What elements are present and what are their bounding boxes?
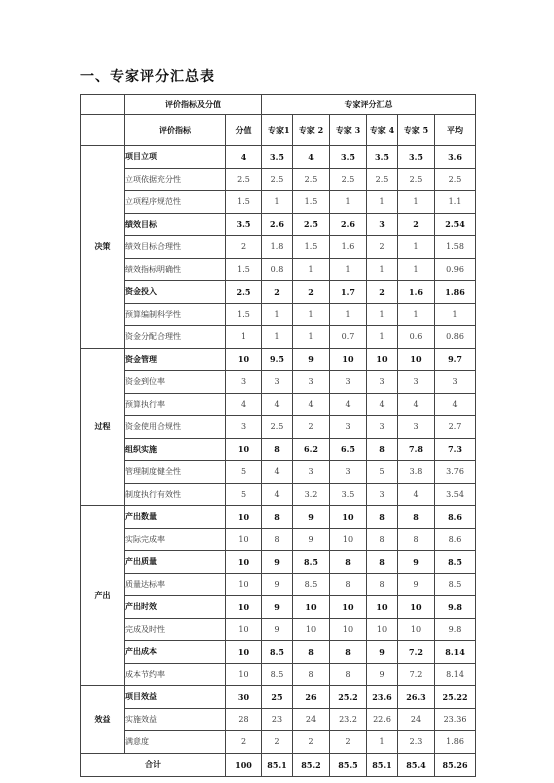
table-row (81, 731, 476, 754)
average-cell: 3.76 (435, 461, 476, 484)
expert-score-cell: 10 (330, 528, 367, 551)
score-cell: 10 (226, 506, 262, 529)
expert-score-cell: 4 (262, 461, 293, 484)
indicator-level2-name: 质量达标率 (125, 573, 226, 596)
expert-score-cell: 1.6 (330, 236, 367, 259)
header-indicator: 评价指标 (125, 115, 226, 146)
indicator-level2-name: 资金使用合规性 (125, 416, 226, 439)
expert-score-cell: 4 (398, 393, 435, 416)
expert-score-cell: 1.8 (262, 236, 293, 259)
category-cell: 产出 (81, 506, 125, 686)
total-value-cell: 85.1 (367, 753, 398, 776)
expert-score-cell: 8 (262, 506, 293, 529)
expert-score-cell: 4 (262, 393, 293, 416)
indicator-level1-name: 产出质量 (125, 551, 226, 574)
expert-score-cell: 3 (367, 371, 398, 394)
expert-score-cell: 2 (293, 731, 330, 754)
expert-score-cell: 1 (398, 191, 435, 214)
header-expert-2: 专家 2 (293, 115, 330, 146)
indicator-level2-name: 预算编制科学性 (125, 303, 226, 326)
indicator-level1-name: 项目效益 (125, 686, 226, 709)
expert-score-cell: 8 (262, 528, 293, 551)
average-cell: 9.7 (435, 348, 476, 371)
expert-score-cell: 3.5 (330, 146, 367, 169)
expert-score-cell: 4 (293, 146, 330, 169)
table-row (81, 551, 476, 574)
total-value-cell: 85.1 (262, 753, 293, 776)
expert-score-cell: 3 (330, 371, 367, 394)
expert-score-cell: 1 (367, 731, 398, 754)
indicator-level1-name: 项目立项 (125, 146, 226, 169)
expert-score-cell: 9 (293, 348, 330, 371)
table-row (81, 258, 476, 281)
expert-score-cell: 25.2 (330, 686, 367, 709)
average-cell: 8.14 (435, 641, 476, 664)
table-row (81, 618, 476, 641)
average-cell: 1.86 (435, 731, 476, 754)
expert-score-cell: 8 (367, 438, 398, 461)
expert-score-cell: 9 (367, 641, 398, 664)
average-cell: 3.6 (435, 146, 476, 169)
expert-score-cell: 8 (293, 663, 330, 686)
expert-score-cell: 8 (367, 573, 398, 596)
expert-score-cell: 8 (367, 528, 398, 551)
indicator-level2-name: 管理制度健全性 (125, 461, 226, 484)
score-cell: 1.5 (226, 258, 262, 281)
expert-score-cell: 1 (262, 326, 293, 349)
expert-score-cell: 8 (330, 663, 367, 686)
average-cell: 8.5 (435, 573, 476, 596)
table-row (81, 663, 476, 686)
table-row (81, 528, 476, 551)
expert-score-cell: 10 (367, 596, 398, 619)
score-cell: 10 (226, 663, 262, 686)
expert-score-cell: 0.8 (262, 258, 293, 281)
expert-score-cell: 1.5 (293, 191, 330, 214)
expert-score-cell: 9 (262, 573, 293, 596)
expert-score-cell: 4 (398, 483, 435, 506)
expert-score-cell: 1 (330, 258, 367, 281)
expert-score-cell: 1 (293, 258, 330, 281)
score-cell: 10 (226, 551, 262, 574)
expert-score-cell: 8.5 (262, 663, 293, 686)
score-cell: 10 (226, 573, 262, 596)
table-row (81, 438, 476, 461)
indicator-level2-name: 立项依据充分性 (125, 168, 226, 191)
average-cell: 8.6 (435, 528, 476, 551)
expert-score-cell: 8 (398, 528, 435, 551)
table-row (81, 168, 476, 191)
score-cell: 3 (226, 416, 262, 439)
total-label: 合计 (81, 753, 226, 776)
score-cell: 3 (226, 371, 262, 394)
expert-score-cell: 8 (330, 641, 367, 664)
expert-score-cell: 2 (293, 416, 330, 439)
expert-score-cell: 9 (367, 663, 398, 686)
score-cell: 5 (226, 483, 262, 506)
expert-score-cell: 3.5 (398, 146, 435, 169)
expert-score-cell: 9 (262, 596, 293, 619)
score-cell: 2 (226, 731, 262, 754)
table-row (81, 641, 476, 664)
expert-score-cell: 3 (330, 416, 367, 439)
expert-score-cell: 6.2 (293, 438, 330, 461)
expert-score-cell: 10 (330, 506, 367, 529)
expert-score-cell: 8 (330, 573, 367, 596)
table-row (81, 393, 476, 416)
expert-score-cell: 2.5 (262, 416, 293, 439)
score-cell: 28 (226, 708, 262, 731)
indicator-level2-name: 预算执行率 (125, 393, 226, 416)
expert-score-cell: 1 (398, 258, 435, 281)
score-cell: 3.5 (226, 213, 262, 236)
expert-score-cell: 2 (367, 281, 398, 304)
expert-score-cell: 10 (398, 618, 435, 641)
average-cell: 23.36 (435, 708, 476, 731)
average-cell: 0.86 (435, 326, 476, 349)
expert-score-cell: 24 (398, 708, 435, 731)
total-row (81, 753, 476, 776)
expert-score-cell: 2 (262, 731, 293, 754)
average-cell: 2.5 (435, 168, 476, 191)
average-cell: 25.22 (435, 686, 476, 709)
average-cell: 2.7 (435, 416, 476, 439)
expert-score-cell: 10 (367, 348, 398, 371)
total-value-cell: 85.2 (293, 753, 330, 776)
table-header-row-2 (81, 115, 476, 146)
table-row (81, 213, 476, 236)
expert-score-cell: 9 (293, 528, 330, 551)
category-cell: 效益 (81, 686, 125, 754)
expert-score-cell: 8 (398, 506, 435, 529)
expert-score-cell: 10 (330, 618, 367, 641)
category-cell: 过程 (81, 348, 125, 506)
expert-score-cell: 2 (262, 281, 293, 304)
total-value-cell: 85.5 (330, 753, 367, 776)
expert-score-cell: 4 (367, 393, 398, 416)
expert-score-cell: 8.5 (293, 573, 330, 596)
expert-score-cell: 22.6 (367, 708, 398, 731)
indicator-level2-name: 成本节约率 (125, 663, 226, 686)
indicator-level2-name: 制度执行有效性 (125, 483, 226, 506)
expert-score-cell: 3 (367, 416, 398, 439)
expert-score-cell: 10 (398, 348, 435, 371)
header-corner-cell (81, 95, 125, 115)
expert-score-cell: 1 (293, 326, 330, 349)
expert-score-cell: 7.2 (398, 663, 435, 686)
expert-score-cell: 2.5 (367, 168, 398, 191)
indicator-level1-name: 产出数量 (125, 506, 226, 529)
header-blank-cell (81, 115, 125, 146)
table-row (81, 416, 476, 439)
expert-score-cell: 8 (367, 506, 398, 529)
table-row (81, 708, 476, 731)
expert-score-cell: 3 (293, 461, 330, 484)
expert-score-cell: 2.5 (262, 168, 293, 191)
expert-score-cell: 3 (367, 483, 398, 506)
expert-score-cell: 4 (330, 393, 367, 416)
average-cell: 2.54 (435, 213, 476, 236)
expert-score-cell: 9 (262, 618, 293, 641)
expert-score-cell: 1 (262, 303, 293, 326)
table-row (81, 191, 476, 214)
average-cell: 9.8 (435, 618, 476, 641)
score-cell: 30 (226, 686, 262, 709)
expert-score-cell: 0.6 (398, 326, 435, 349)
expert-score-cell: 8 (330, 551, 367, 574)
table-row (81, 348, 476, 371)
expert-score-cell: 10 (293, 618, 330, 641)
indicator-level2-name: 资金到位率 (125, 371, 226, 394)
expert-score-cell: 1.6 (398, 281, 435, 304)
expert-score-cell: 1 (367, 258, 398, 281)
expert-score-cell: 24 (293, 708, 330, 731)
expert-score-cell: 3.5 (262, 146, 293, 169)
table-row (81, 281, 476, 304)
average-cell: 3 (435, 371, 476, 394)
expert-score-cell: 8 (293, 641, 330, 664)
header-average: 平均 (435, 115, 476, 146)
expert-score-cell: 7.2 (398, 641, 435, 664)
expert-score-cell: 8 (262, 438, 293, 461)
expert-score-cell: 2.3 (398, 731, 435, 754)
expert-score-cell: 3.5 (367, 146, 398, 169)
score-cell: 10 (226, 528, 262, 551)
score-cell: 2 (226, 236, 262, 259)
expert-score-cell: 23 (262, 708, 293, 731)
average-cell: 8.6 (435, 506, 476, 529)
score-cell: 1.5 (226, 191, 262, 214)
indicator-level2-name: 立项程序规范性 (125, 191, 226, 214)
score-cell: 1.5 (226, 303, 262, 326)
expert-score-cell: 2 (398, 213, 435, 236)
score-cell: 10 (226, 596, 262, 619)
average-cell: 0.96 (435, 258, 476, 281)
indicator-level2-name: 实施效益 (125, 708, 226, 731)
total-value-cell: 85.26 (435, 753, 476, 776)
indicator-level1-name: 组织实施 (125, 438, 226, 461)
expert-score-cell: 1 (330, 191, 367, 214)
expert-score-cell: 3 (330, 461, 367, 484)
average-cell: 8.14 (435, 663, 476, 686)
expert-score-cell: 2.5 (330, 168, 367, 191)
header-expert-5: 专家 5 (398, 115, 435, 146)
average-cell: 1.58 (435, 236, 476, 259)
expert-score-cell: 26 (293, 686, 330, 709)
table-row (81, 506, 476, 529)
expert-score-cell: 10 (398, 596, 435, 619)
expert-score-cell: 3.8 (398, 461, 435, 484)
expert-score-cell: 1.7 (330, 281, 367, 304)
indicator-level2-name: 绩效指标明确性 (125, 258, 226, 281)
table-row (81, 483, 476, 506)
score-cell: 10 (226, 618, 262, 641)
expert-score-cell: 2 (293, 281, 330, 304)
header-score: 分值 (226, 115, 262, 146)
average-cell: 4 (435, 393, 476, 416)
expert-score-cell: 5 (367, 461, 398, 484)
score-cell: 1 (226, 326, 262, 349)
expert-score-cell: 4 (293, 393, 330, 416)
average-cell: 8.5 (435, 551, 476, 574)
expert-score-cell: 10 (293, 596, 330, 619)
expert-score-cell: 3.5 (330, 483, 367, 506)
table-row (81, 686, 476, 709)
indicator-level2-name: 绩效目标合理性 (125, 236, 226, 259)
expert-score-cell: 8.5 (262, 641, 293, 664)
expert-score-cell: 2 (330, 731, 367, 754)
indicator-level2-name: 实际完成率 (125, 528, 226, 551)
indicator-level2-name: 资金分配合理性 (125, 326, 226, 349)
score-cell: 2.5 (226, 281, 262, 304)
average-cell: 7.3 (435, 438, 476, 461)
average-cell: 1.1 (435, 191, 476, 214)
expert-score-cell: 0.7 (330, 326, 367, 349)
expert-score-cell: 3 (398, 416, 435, 439)
table-row (81, 596, 476, 619)
score-cell: 4 (226, 146, 262, 169)
indicator-level1-name: 资金管理 (125, 348, 226, 371)
expert-score-cell: 1 (367, 303, 398, 326)
expert-score-cell: 10 (367, 618, 398, 641)
total-value-cell: 85.4 (398, 753, 435, 776)
average-cell: 1.86 (435, 281, 476, 304)
expert-score-cell: 2.6 (262, 213, 293, 236)
expert-score-summary-table (80, 94, 476, 777)
score-cell: 10 (226, 438, 262, 461)
table-row (81, 573, 476, 596)
score-cell: 2.5 (226, 168, 262, 191)
average-cell: 1 (435, 303, 476, 326)
table-header-row-1 (81, 95, 476, 115)
indicator-level1-name: 产出成本 (125, 641, 226, 664)
score-cell: 10 (226, 641, 262, 664)
table-row (81, 326, 476, 349)
expert-score-cell: 2.5 (398, 168, 435, 191)
table-row (81, 371, 476, 394)
header-expert-1: 专家1 (262, 115, 293, 146)
expert-score-cell: 1 (293, 303, 330, 326)
expert-score-cell: 9 (398, 573, 435, 596)
expert-score-cell: 1 (367, 191, 398, 214)
indicator-level2-name: 完成及时性 (125, 618, 226, 641)
expert-score-cell: 4 (262, 483, 293, 506)
header-expert-3: 专家 3 (330, 115, 367, 146)
score-cell: 4 (226, 393, 262, 416)
section-title: 一、专家评分汇总表 (80, 69, 215, 85)
expert-score-cell: 3 (293, 371, 330, 394)
expert-score-cell: 25 (262, 686, 293, 709)
expert-score-cell: 1 (262, 191, 293, 214)
table-row (81, 461, 476, 484)
indicator-level1-name: 产出时效 (125, 596, 226, 619)
expert-score-cell: 3 (398, 371, 435, 394)
expert-score-cell: 1 (398, 303, 435, 326)
expert-score-cell: 1 (367, 326, 398, 349)
expert-score-cell: 26.3 (398, 686, 435, 709)
header-expert-4: 专家 4 (367, 115, 398, 146)
header-group-experts: 专家评分汇总 (262, 95, 476, 115)
table-row (81, 146, 476, 169)
table-row (81, 303, 476, 326)
indicator-level1-name: 绩效目标 (125, 213, 226, 236)
expert-score-cell: 2.5 (293, 213, 330, 236)
expert-score-cell: 1 (330, 303, 367, 326)
expert-score-cell: 7.8 (398, 438, 435, 461)
expert-score-cell: 8.5 (293, 551, 330, 574)
expert-score-cell: 9 (262, 551, 293, 574)
expert-score-cell: 3 (262, 371, 293, 394)
expert-score-cell: 23.2 (330, 708, 367, 731)
total-value-cell: 100 (226, 753, 262, 776)
indicator-level2-name: 满意度 (125, 731, 226, 754)
average-cell: 3.54 (435, 483, 476, 506)
category-cell: 决策 (81, 146, 125, 349)
expert-score-cell: 6.5 (330, 438, 367, 461)
expert-score-cell: 23.6 (367, 686, 398, 709)
expert-score-cell: 2 (367, 236, 398, 259)
expert-score-cell: 1.5 (293, 236, 330, 259)
score-cell: 10 (226, 348, 262, 371)
header-group-indicator: 评价指标及分值 (125, 95, 262, 115)
expert-score-cell: 2.6 (330, 213, 367, 236)
score-cell: 5 (226, 461, 262, 484)
average-cell: 9.8 (435, 596, 476, 619)
expert-score-cell: 9 (398, 551, 435, 574)
expert-score-cell: 10 (330, 348, 367, 371)
expert-score-cell: 1 (398, 236, 435, 259)
expert-score-cell: 10 (330, 596, 367, 619)
expert-score-cell: 3 (367, 213, 398, 236)
expert-score-cell: 9 (293, 506, 330, 529)
expert-score-cell: 3.2 (293, 483, 330, 506)
expert-score-cell: 2.5 (293, 168, 330, 191)
table-row (81, 236, 476, 259)
indicator-level1-name: 资金投入 (125, 281, 226, 304)
expert-score-cell: 9.5 (262, 348, 293, 371)
expert-score-cell: 8 (367, 551, 398, 574)
